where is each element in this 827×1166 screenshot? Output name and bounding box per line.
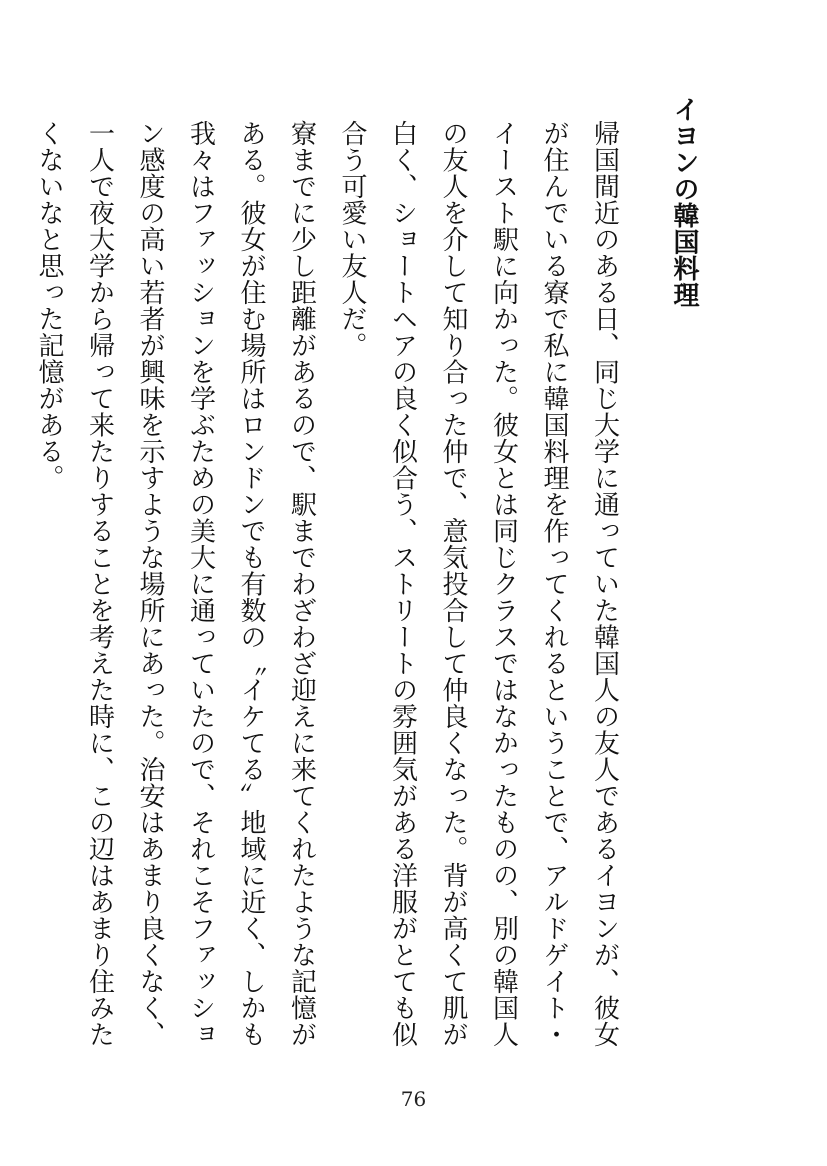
chapter-title: イヨンの韓国料理: [669, 96, 699, 308]
paragraph-1: 帰国間近のある日、同じ大学に通っていた韓国人の友人であるイヨンが、彼女が住んでいる寮で私に韓国料理を作ってくれるということで、アルドゲイト・イースト駅に向かった。彼女とは同じクラスではなかったものの、別の韓国人の友人を介して知り合った仲で、意気投合して仲良くなった。背が高くて肌が白く、ショートヘアの良く似合う、ストリートの雰囲気がある洋服がとても似合う可愛い友人だ。: [337, 120, 620, 1048]
vertical-text-block: [24, 96, 710, 1056]
page-number: 76: [400, 1087, 427, 1111]
paragraph-2: 寮までに少し距離があるので、駅までわざわざ迎えに来てくれたような記憶がある。彼女が住む場所はロンドンでも有数の〝イケてる〟地域に近く、しかも我々はファッションを学ぶための美大に通っていたので、それこそファッション感度の高い若者が興味を示すような場所にあった。治安はあまり良くなく、一人で夜大学から帰って来たりすることを考えた時に、この辺はあまり住みたくないなと思った記憶がある。: [34, 120, 317, 1048]
